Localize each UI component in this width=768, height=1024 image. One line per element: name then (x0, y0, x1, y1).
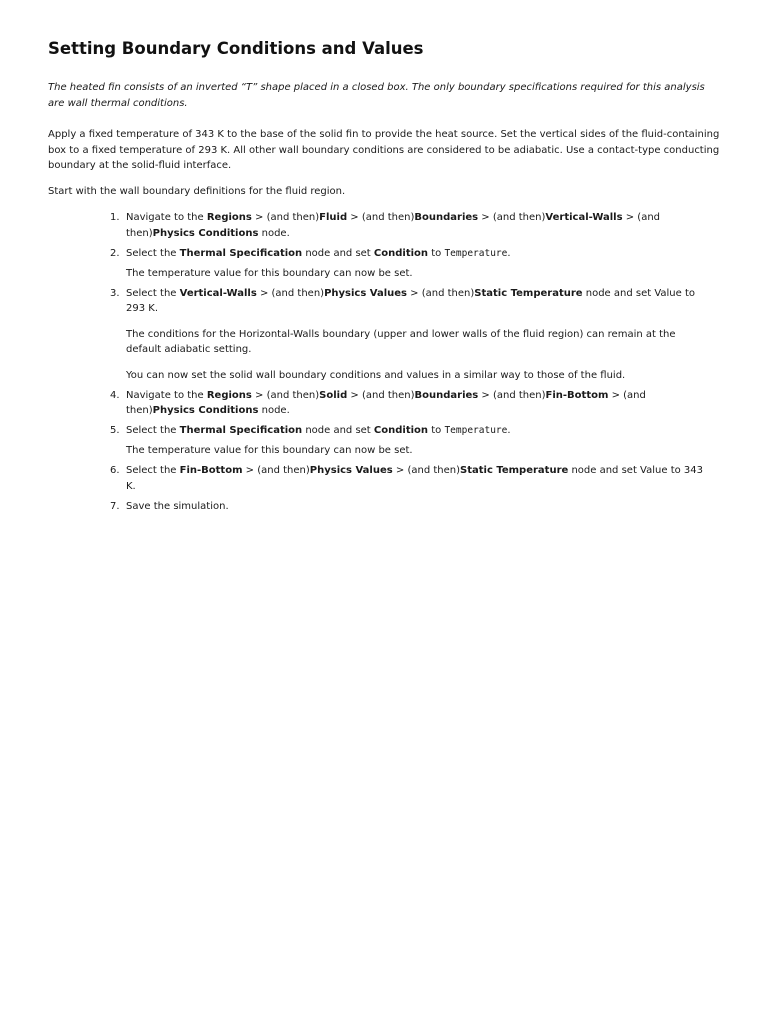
ui-term-physics-conditions: Physics Conditions (152, 227, 259, 239)
step-text: Save the simulation. (126, 500, 229, 512)
ui-term-physics-values: Physics Values (324, 287, 407, 299)
step-2 (110, 246, 710, 262)
ui-term-boundaries: Boundaries (414, 212, 479, 223)
path-separator: > (and then) (242, 465, 310, 476)
value-temperature: Temperature (444, 425, 508, 436)
step-number: 7. (110, 500, 120, 512)
ui-term-fluid: Fluid (319, 212, 348, 223)
intro-paragraph: The heated fin consists of an inverted “T” shape placed in a closed box. The only boundary specifications required for this analysis are wall thermal conditions. (48, 82, 705, 109)
path-separator: > (and then) (347, 389, 415, 401)
ui-term-boundaries: Boundaries (414, 389, 479, 401)
ui-term-physics-conditions: Physics Conditions (152, 405, 259, 416)
ui-term-static-temperature: Static Temperature (474, 287, 583, 299)
step-text-post: . (507, 247, 511, 259)
step-2-note: The temperature value for this boundary can now be set. (126, 267, 413, 279)
step-6 (110, 463, 710, 494)
step-number: 4. (110, 389, 120, 401)
ui-term-condition: Condition (373, 247, 429, 259)
ui-term-fin-bottom: Fin-Bottom (179, 465, 243, 476)
step-text-to: to (428, 425, 445, 436)
ui-term-thermal-specification: Thermal Specification (179, 247, 303, 259)
path-separator: > (and then) (392, 465, 460, 476)
step-5-note: The temperature value for this boundary can now be set. (126, 445, 413, 456)
step-4 (110, 388, 710, 419)
ui-term-static-temperature: Static Temperature (460, 465, 569, 476)
step-number: 2. (110, 247, 120, 259)
ui-term-fin-bottom: Fin-Bottom (545, 389, 609, 401)
value-temperature: Temperature (444, 247, 508, 259)
step-text (126, 388, 710, 419)
path-separator: > (and then) (256, 287, 325, 299)
step-3-note-solid-walls: You can now set the solid wall boundary conditions and values in a similar way to those of the fluid. (126, 369, 626, 381)
ui-term-condition: Condition (373, 425, 429, 436)
step-text-post: . (507, 425, 511, 436)
ui-term-regions: Regions (206, 389, 252, 401)
step-number: 5. (110, 425, 120, 436)
step-text-to: to (428, 247, 445, 259)
ui-term-thermal-specification: Thermal Specification (179, 425, 303, 436)
step-text (126, 210, 710, 241)
step-7 (110, 499, 710, 515)
page-title: Setting Boundary Conditions and Values (48, 39, 424, 58)
path-separator: > (and then) (347, 212, 415, 223)
step-number: 6. (110, 465, 120, 476)
ui-term-vertical-walls: Vertical-Walls (545, 212, 623, 223)
ui-term-regions: Regions (206, 212, 252, 223)
step-3 (110, 286, 710, 317)
step-number: 3. (110, 287, 120, 299)
path-separator: > (and then) (251, 212, 320, 223)
step-text-post: node and set Value to 343 K. (126, 465, 703, 492)
step-text-post: node and set Value to 293 K. (126, 287, 696, 314)
step-text-post: node. (258, 227, 290, 239)
step-text-pre: Navigate to the (126, 389, 207, 401)
step-text-pre: Select the (126, 247, 180, 259)
path-separator: > (and then) (126, 212, 661, 239)
step-text (126, 463, 710, 494)
steps-list (110, 210, 710, 519)
step-1 (110, 210, 710, 241)
step-text-mid: node and set (302, 425, 374, 436)
ui-term-solid: Solid (319, 389, 348, 401)
ui-term-physics-values: Physics Values (309, 465, 393, 476)
step-text-pre: Select the (126, 287, 180, 299)
body-paragraph-heat-source: Apply a fixed temperature of 343 K to the base of the solid fin to provide the heat source. Set the vertical sides of the fluid-containing box to a fixed temperature of 293 K. All other wall boundary conditions are considered to be adiabatic. Use a contact-type conducting boundary at the solid-fluid interface. (48, 129, 720, 171)
step-text-mid: node and set (302, 247, 374, 259)
step-number: 1. (110, 212, 120, 223)
path-separator: > (and then) (478, 212, 546, 223)
step-text-pre: Select the (126, 425, 180, 436)
body-paragraph-fluid-start: Start with the wall boundary definitions for the fluid region. (48, 186, 346, 197)
step-3-note-horizontal-walls: The conditions for the Horizontal-Walls boundary (upper and lower walls of the fluid region) can remain at the default adiabatic setting. (126, 328, 676, 355)
step-text (126, 423, 710, 439)
step-text-pre: Navigate to the (126, 212, 207, 223)
ui-term-vertical-walls: Vertical-Walls (179, 287, 257, 299)
path-separator: > (and then) (251, 389, 320, 401)
step-text (126, 246, 710, 262)
step-5 (110, 423, 710, 439)
path-separator: > (and then) (407, 287, 475, 299)
step-text (126, 286, 710, 317)
path-separator: > (and then) (478, 389, 546, 401)
step-text-pre: Select the (126, 465, 180, 476)
path-separator: > (and then) (126, 389, 646, 416)
step-text-post: node. (258, 405, 290, 416)
